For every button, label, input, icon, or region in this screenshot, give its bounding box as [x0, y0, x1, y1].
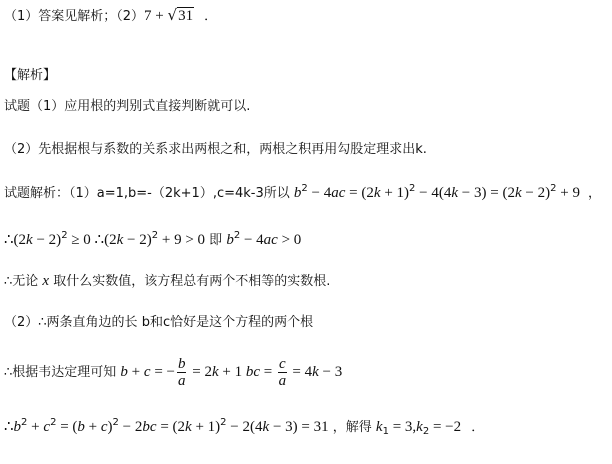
fraction-c-over-a: $\frac{c}{a}$: [278, 356, 287, 389]
part2-prefix: （2）∴两条直角边的长: [4, 315, 138, 330]
conclusion-text: 取什么实数值，该方程总有两个不相等的实数根.: [53, 274, 331, 289]
solution-line-discriminant: [4, 184, 601, 203]
pythagorean-formula: $\therefore b^2 + c^2 = (b + c)^2 - 2bc = (2k + 1)^2 - 2(4k - 3) = 31$: [4, 417, 329, 435]
solution-values: $k_1 = 3,k_2 = -2$: [375, 419, 462, 437]
answer-number: 7: [144, 8, 152, 24]
hint-part1: 试题（1）应用根的判别式直接判断就可以.: [4, 99, 251, 114]
pythagorean-line: [4, 418, 484, 437]
answer-text: （1）答案见解析；（2）: [4, 9, 145, 24]
vieta-formula: b + c = − $\frac{b}{a}$ = 2k + 1 bc = $\frac{c}{a}$ = 4k − 3: [120, 356, 343, 389]
period: ．: [204, 9, 218, 24]
vieta-prefix: ∴根据韦达定理可知: [4, 365, 117, 380]
part2-line: [4, 314, 313, 332]
discriminant-positive: $b^2 - 4ac > 0$: [226, 230, 302, 248]
discriminant-formula: $b^2 - 4ac = (2k + 1)^2 - 4(4k - 3) = (2k - 2)^2 + 9$ ，: [293, 183, 601, 201]
final-period: ．: [471, 420, 485, 435]
solution-prefix: 试题解析：（1）a=1,b=-（2k+1）,c=4k-3所以: [4, 186, 290, 201]
inequality-line: [4, 231, 301, 250]
radical-sign: √: [167, 6, 178, 24]
inequality-formula: ∴(2k − 2)$^2$ ≥ 0 ∴(2k − 2)$^2$ + 9 > 0: [4, 230, 206, 248]
connector-text: 即: [209, 233, 223, 248]
conclusion-prefix: ∴无论: [4, 274, 39, 289]
vieta-line: [4, 355, 342, 390]
conclusion-line: [4, 272, 330, 291]
answer-line: [4, 6, 217, 26]
variable-x: x: [42, 273, 50, 289]
sqrt-expression: [168, 6, 195, 26]
solve-text: ，解得: [332, 420, 372, 435]
plus-sign: +: [151, 8, 168, 24]
fraction-b-over-a: $\frac{b}{a}$: [177, 356, 186, 389]
radicand: 31: [178, 8, 194, 24]
section-heading: 【解析】: [4, 68, 57, 83]
hint-part2: （2）先根据根与系数的关系求出两根之和，两根之积再用勾股定理求出k.: [4, 142, 427, 157]
part2-text: b和c恰好是这个方程的两个根: [141, 315, 314, 330]
